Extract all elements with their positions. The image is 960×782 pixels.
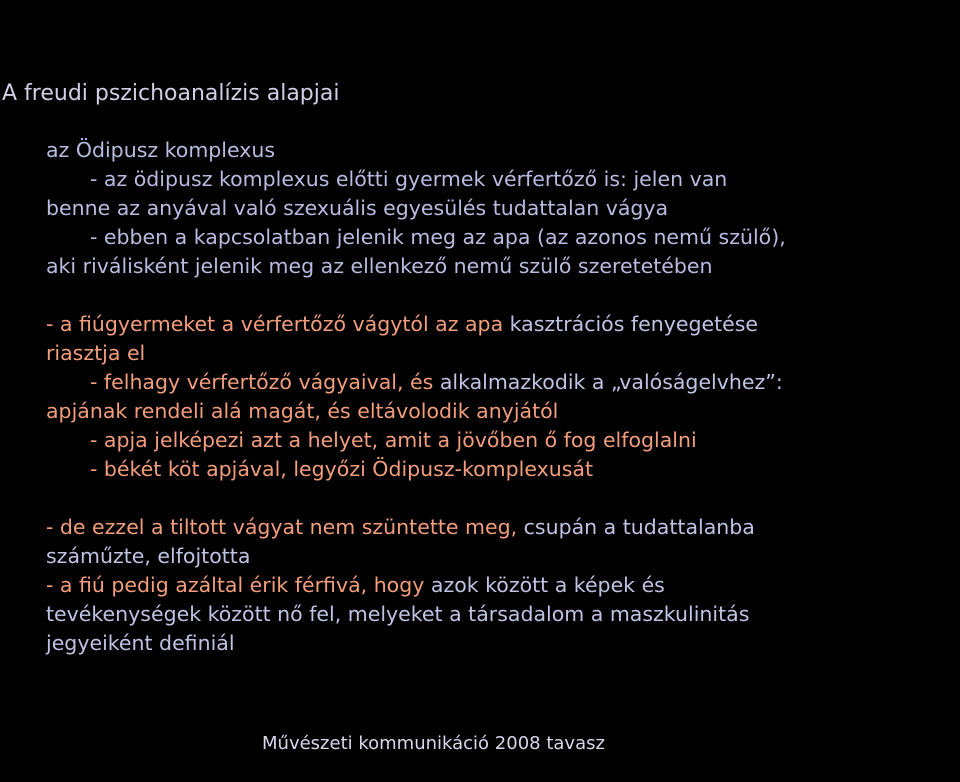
plain-text: kasztrációs fenyegetése — [503, 312, 759, 336]
body-line: aki riválisként jelenik meg az ellenkező nemű szülő szeretetében — [46, 254, 713, 278]
plain-text: csupán a tudattalanba — [517, 515, 755, 539]
body-line: - apja jelképezi azt a helyet, amit a jövőben ő fog elfoglalni — [90, 428, 697, 452]
body-line — [46, 571, 946, 600]
body-line: apjának rendeli alá magát, és eltávolodik anyjától — [46, 399, 559, 423]
slide-footer: Művészeti kommunikáció 2008 tavasz — [262, 733, 605, 754]
body-line: - az ödipusz komplexus előtti gyermek vérfertőző is: jelen van — [90, 167, 728, 191]
body-line — [46, 513, 946, 542]
body-line — [46, 310, 946, 339]
body-line: száműzte, elfojtotta — [46, 544, 251, 568]
body-line: benne az anyával való szexuális egyesülés tudattalan vágya — [46, 196, 669, 220]
section-heading: az Ödipusz komplexus — [46, 138, 276, 162]
body-line: tevékenységek között nő fel, melyeket a társadalom a maszkulinitás — [46, 602, 750, 626]
plain-text: azok között a képek és — [424, 573, 665, 597]
highlighted-text: - felhagy vérfertőző vágyaival, és — [90, 370, 434, 394]
spacer — [46, 484, 946, 513]
plain-text: alkalmazkodik a „valóságelvhez”: — [433, 370, 783, 394]
slide-title: A freudi pszichoanalízis alapjai — [2, 81, 340, 106]
highlighted-text: - de ezzel a tiltott vágyat nem szüntette meg, — [46, 515, 518, 539]
slide-body — [46, 136, 946, 658]
body-line: - békét köt apjával, legyőzi Ödipusz-komplexusát — [90, 457, 594, 481]
body-line: riasztja el — [46, 341, 146, 365]
body-line — [46, 368, 946, 397]
highlighted-text: - a fiúgyermeket a vérfertőző vágytól az apa — [46, 312, 504, 336]
body-line: - ebben a kapcsolatban jelenik meg az apa (az azonos nemű szülő), — [90, 225, 786, 249]
highlighted-text: - a fiú pedig azáltal érik férfivá, hogy — [46, 573, 425, 597]
spacer — [46, 281, 946, 310]
body-line: jegyeiként definiál — [46, 631, 235, 655]
